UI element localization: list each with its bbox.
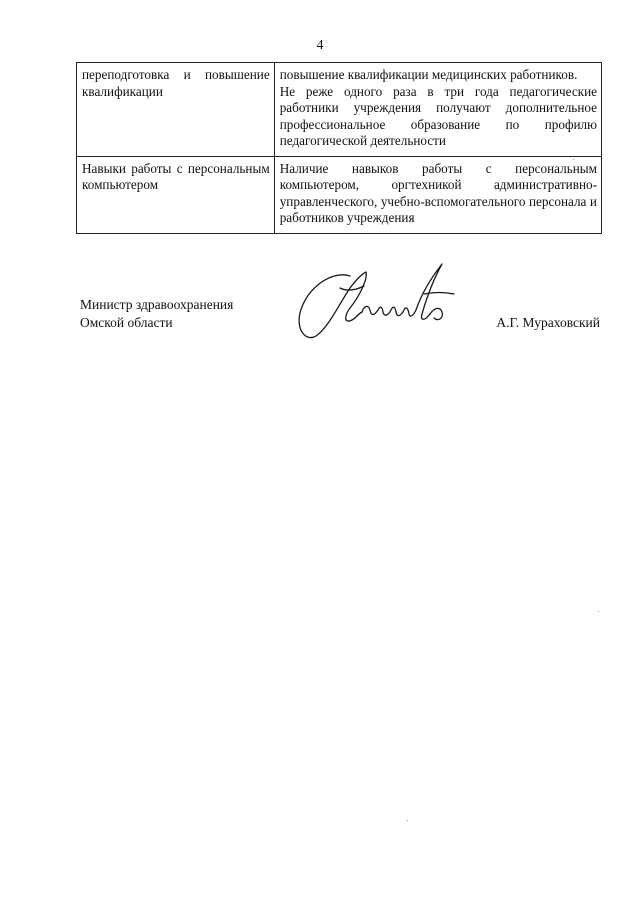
scan-speck	[598, 611, 599, 612]
handwritten-signature-icon	[292, 258, 467, 358]
table-cell-left	[77, 63, 275, 157]
scan-speck	[573, 159, 574, 160]
page-number: 4	[316, 38, 324, 53]
position-line: Министр здравоохранения	[80, 297, 234, 312]
cell-text: Навыки работы с персональным компьютером	[82, 160, 270, 192]
cell-text: Наличие навыков работы с персональным компьютером, оргтехникой административно-управленческого, учебно-вспомогательного персонала и работников учреждения	[279, 160, 597, 225]
signatory-position	[80, 296, 233, 332]
requirements-table	[76, 62, 602, 234]
table-cell-right	[274, 156, 601, 233]
cell-text: повышение квалификации медицинских работников.	[279, 67, 578, 82]
signatory-name: А.Г. Мураховский	[496, 315, 600, 330]
table-row	[77, 63, 602, 157]
position-line: Омской области	[80, 315, 173, 330]
table-cell-left	[77, 156, 275, 233]
cell-text: переподготовка и повышение квалификации	[82, 67, 270, 99]
cell-text: Не реже одного раза в три года педагогические работники учреждения получают дополнительное профессиональное образование по профилю педагогической деятельности	[279, 83, 597, 148]
table-cell-right	[274, 63, 601, 157]
scan-speck	[407, 820, 408, 821]
table-row	[77, 156, 602, 233]
